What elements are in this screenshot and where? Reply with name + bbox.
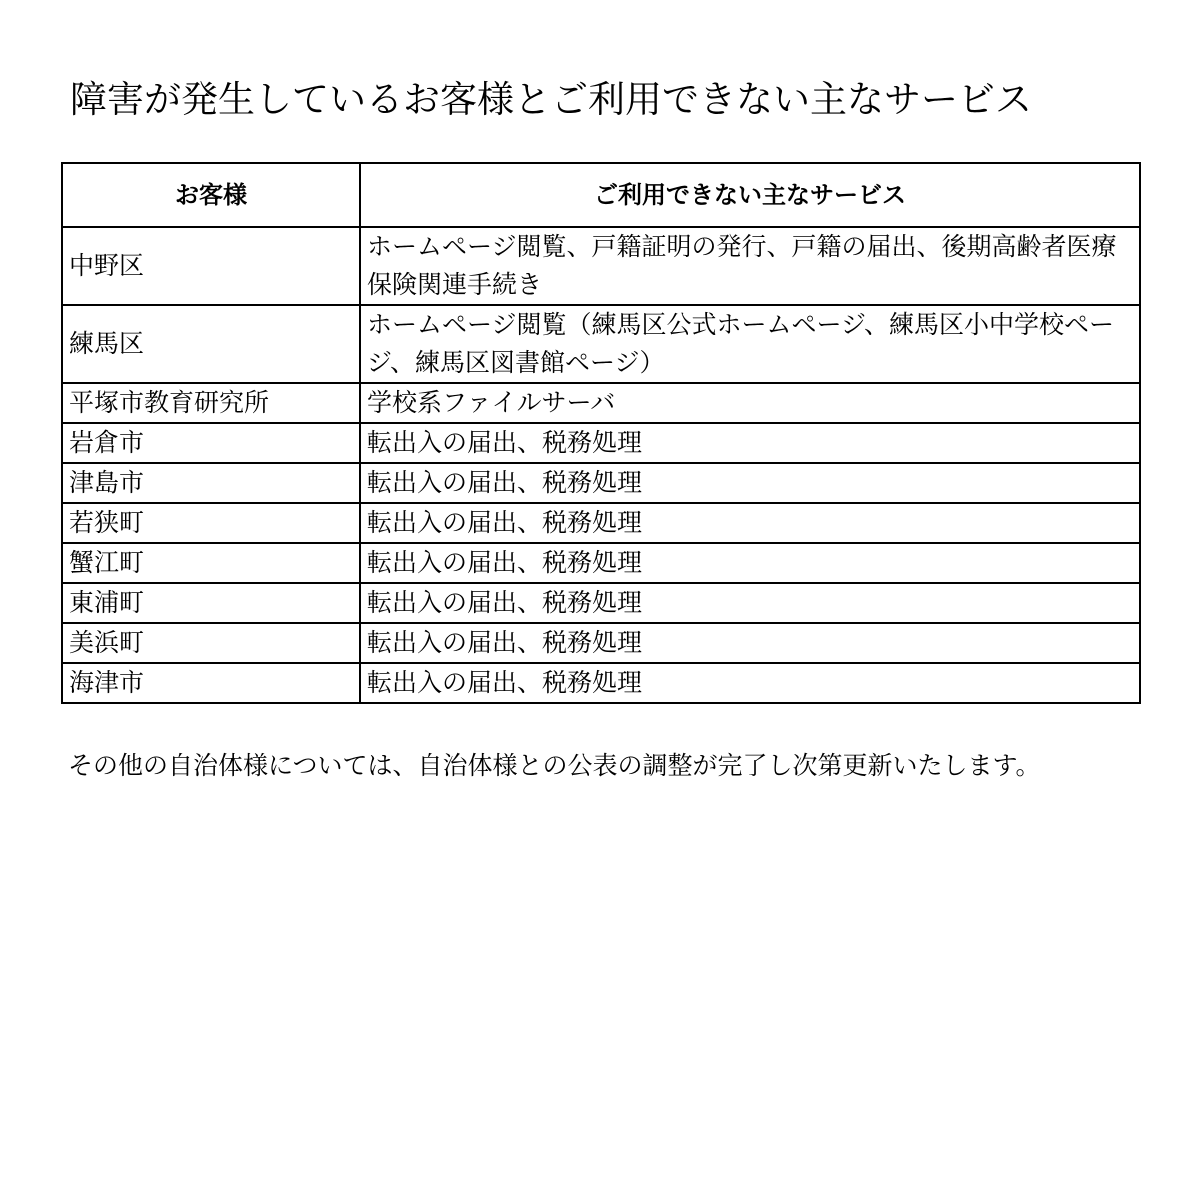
header-service: ご利用できない主なサービス (360, 163, 1140, 227)
customer-cell: 津島市 (62, 463, 360, 503)
customer-cell: 海津市 (62, 663, 360, 703)
table-row (62, 663, 1140, 703)
table-row (62, 227, 1140, 305)
customer-cell: 美浜町 (62, 623, 360, 663)
customer-cell: 蟹江町 (62, 543, 360, 583)
table-header-row (62, 163, 1140, 227)
customer-cell: 若狭町 (62, 503, 360, 543)
service-text: ホームページ閲覧、戸籍証明の発行、戸籍の届出、後期高齢者医療保険関連手続き (367, 232, 1117, 299)
table-row (62, 583, 1140, 623)
customer-cell: 中野区 (62, 227, 360, 305)
service-text: ホームページ閲覧（練馬区公式ホームページ、練馬区小中学校ページ、練馬区図書館ページ） (367, 310, 1115, 377)
service-cell: 学校系ファイルサーバ (360, 383, 1140, 423)
service-cell: 転出入の届出、税務処理 (360, 503, 1140, 543)
customer-cell: 平塚市教育研究所 (62, 383, 360, 423)
table-row (62, 503, 1140, 543)
service-cell: 転出入の届出、税務処理 (360, 463, 1140, 503)
service-cell: 転出入の届出、税務処理 (360, 663, 1140, 703)
page-title: 障害が発生しているお客様とご利用できない主なサービス (70, 78, 1032, 121)
table-row (62, 463, 1140, 503)
service-cell (360, 227, 1140, 305)
outage-table (61, 162, 1141, 704)
header-customer: お客様 (62, 163, 360, 227)
table-row (62, 623, 1140, 663)
table-row (62, 423, 1140, 463)
service-cell (360, 305, 1140, 383)
table-row (62, 305, 1140, 383)
table-row (62, 383, 1140, 423)
customer-cell: 東浦町 (62, 583, 360, 623)
service-cell: 転出入の届出、税務処理 (360, 543, 1140, 583)
customer-cell: 岩倉市 (62, 423, 360, 463)
footnote: その他の自治体様については、自治体様との公表の調整が完了し次第更新いたします。 (68, 751, 1041, 780)
service-cell: 転出入の届出、税務処理 (360, 583, 1140, 623)
service-cell: 転出入の届出、税務処理 (360, 423, 1140, 463)
table-row (62, 543, 1140, 583)
service-cell: 転出入の届出、税務処理 (360, 623, 1140, 663)
customer-cell: 練馬区 (62, 305, 360, 383)
